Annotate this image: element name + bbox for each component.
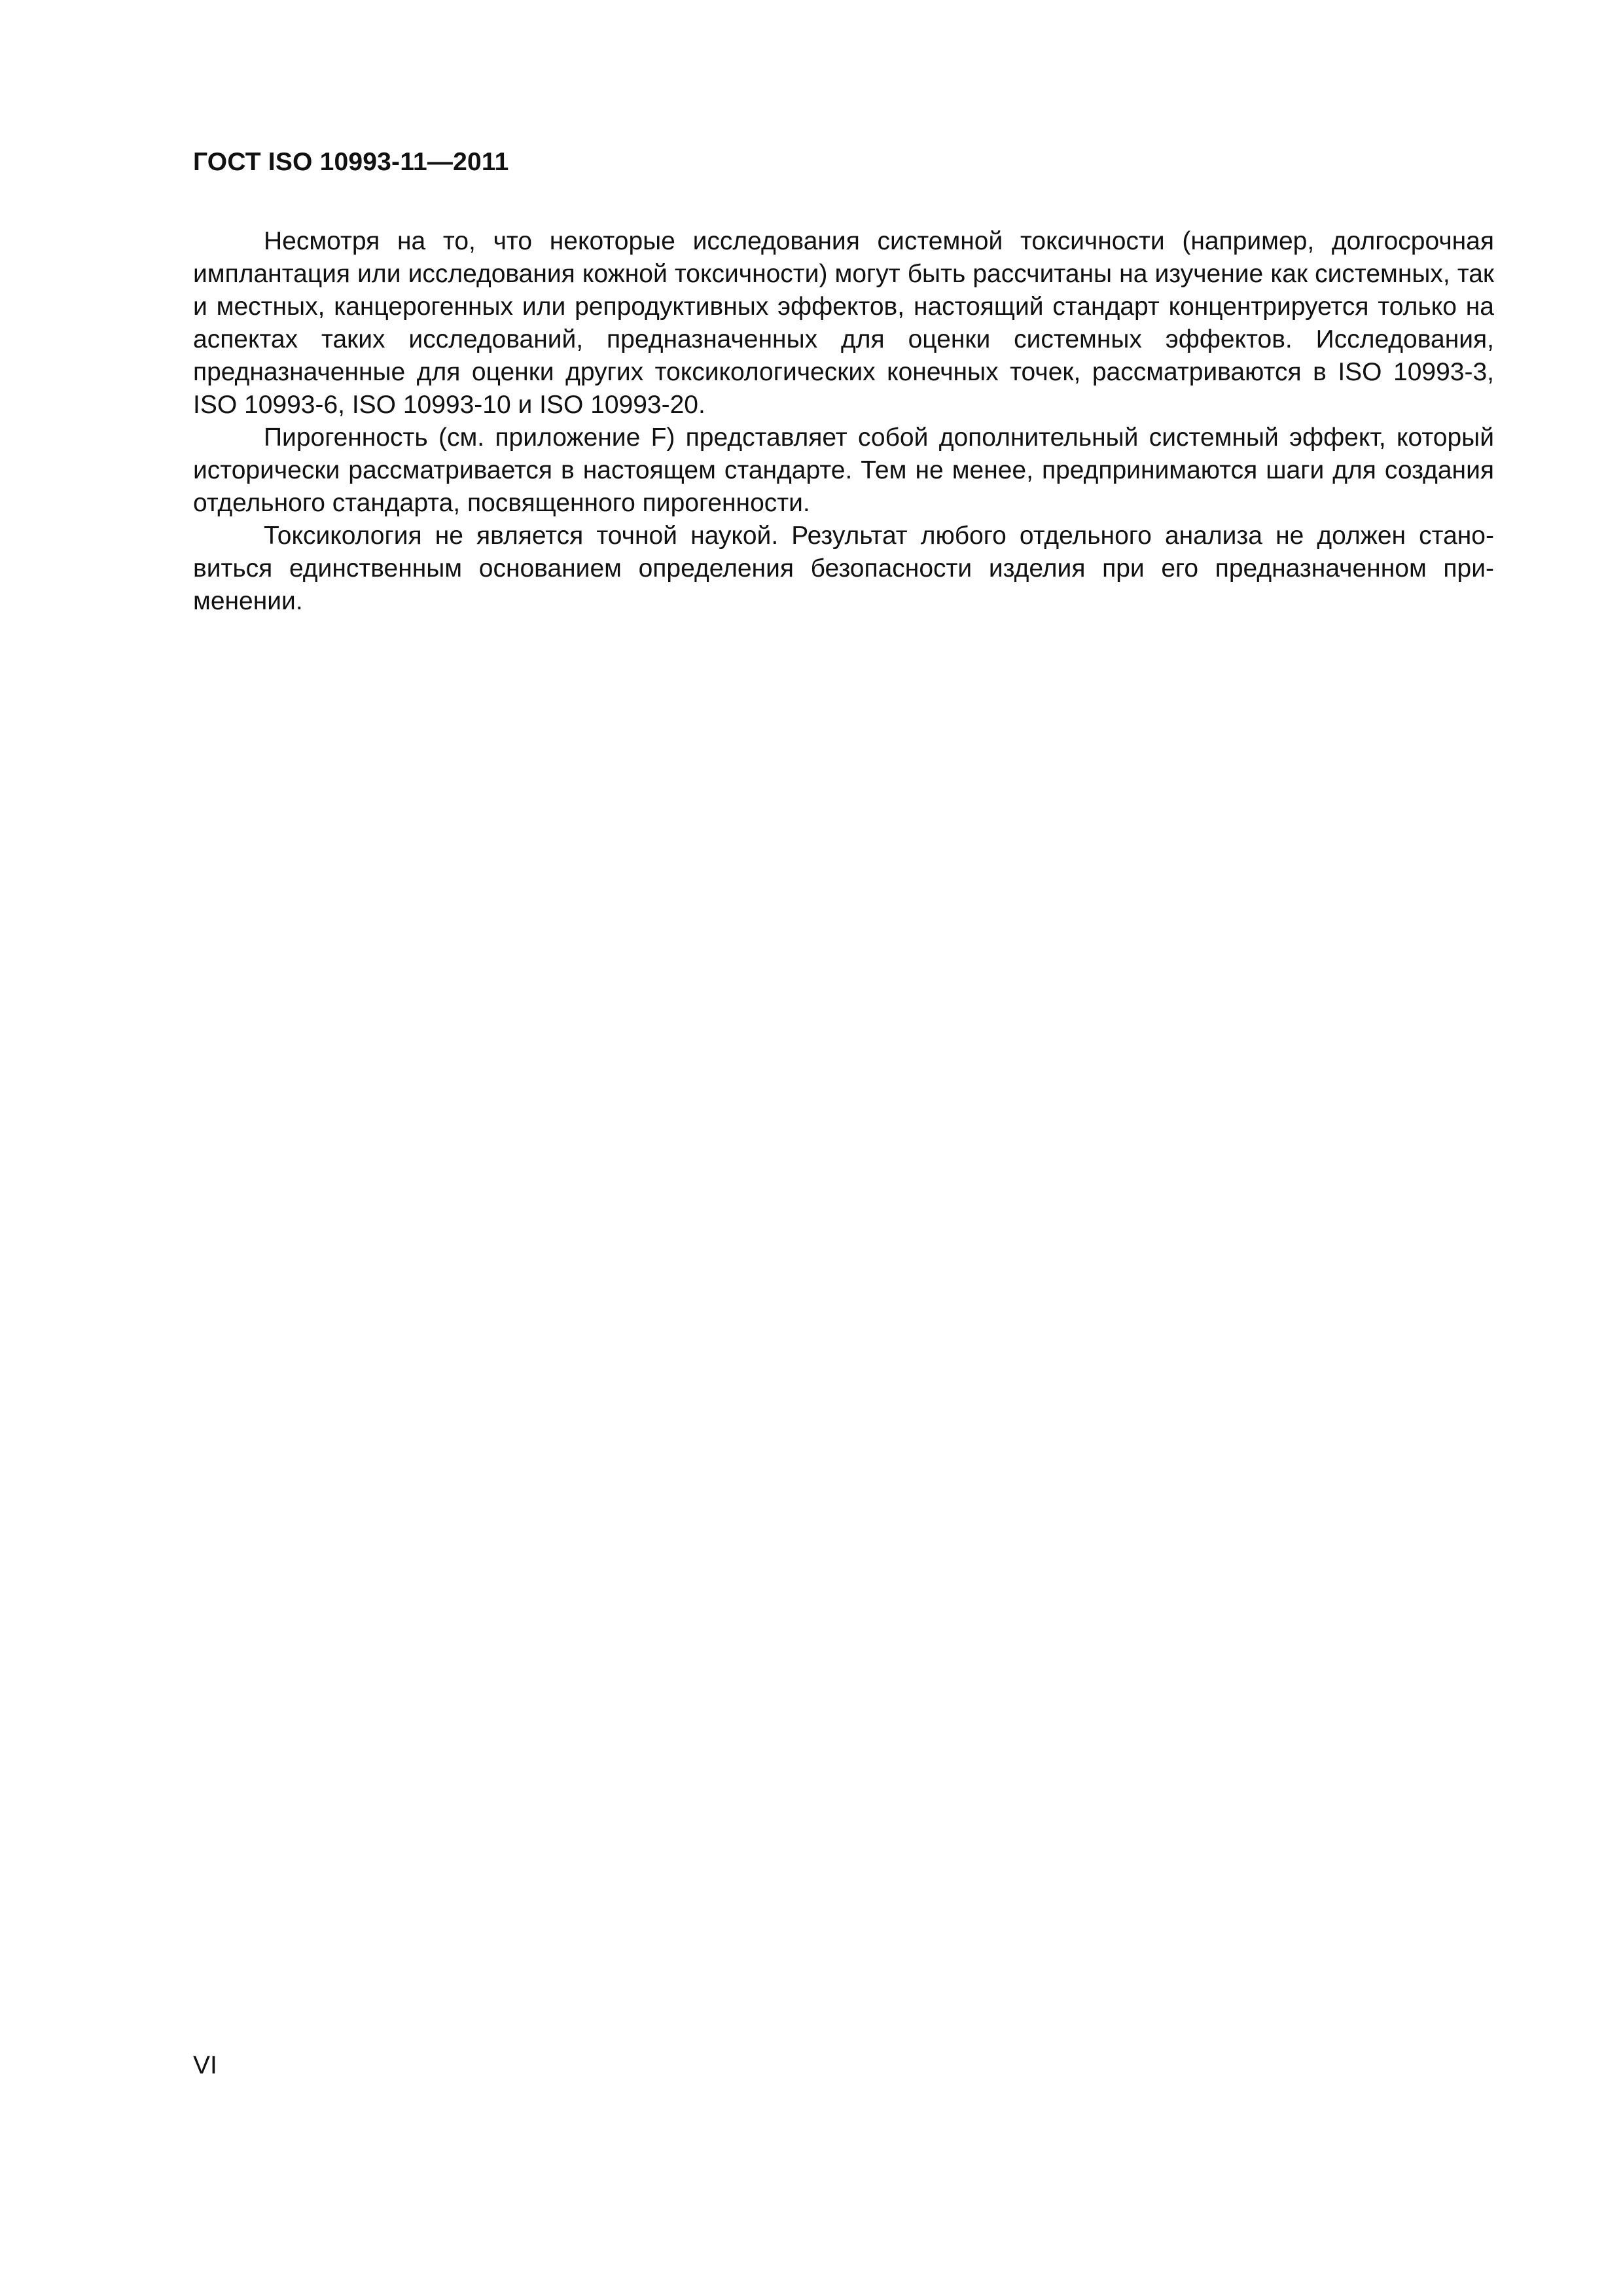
body-text	[193, 225, 1494, 618]
paragraph-toxicology-not-exact-science: Токсикология не является точной наукой. Результат любого отдельного анализа не должен становиться единственным основанием определения безопасности изделия при его предназначенном применении.	[193, 522, 1494, 615]
paragraph-systemic-toxicity-scope: Несмотря на то, что некоторые исследования системной токсичности (например, долгосрочная имплантация или исследования кожной токсичности) могут быть рассчитаны на изучение как системных, так и местных, канцерогенных или репродуктивных эффектов, настоящий стандарт концентрируется только на аспектах таких исследований, предназначенных для оценки системных эффектов. Исследования, предназначенные для оценки других токсикологических конечных точек, рассматриваются в ISO 10993-3, ISO 10993-6, ISO 10993-10 и ISO 10993-20.	[193, 227, 1494, 419]
page-number: VI	[193, 2051, 217, 2079]
paragraph-pyrogenicity: Пирогенность (см. приложение F) представляет собой дополнительный системный эффект, который исторически рассматривается в настоящем стандарте. Тем не менее, предпринимаются шаги для создания отдельного стандарта, посвященного пирогенности.	[193, 423, 1494, 517]
standard-designation-header: ГОСТ ISO 10993-11—2011	[193, 148, 509, 176]
